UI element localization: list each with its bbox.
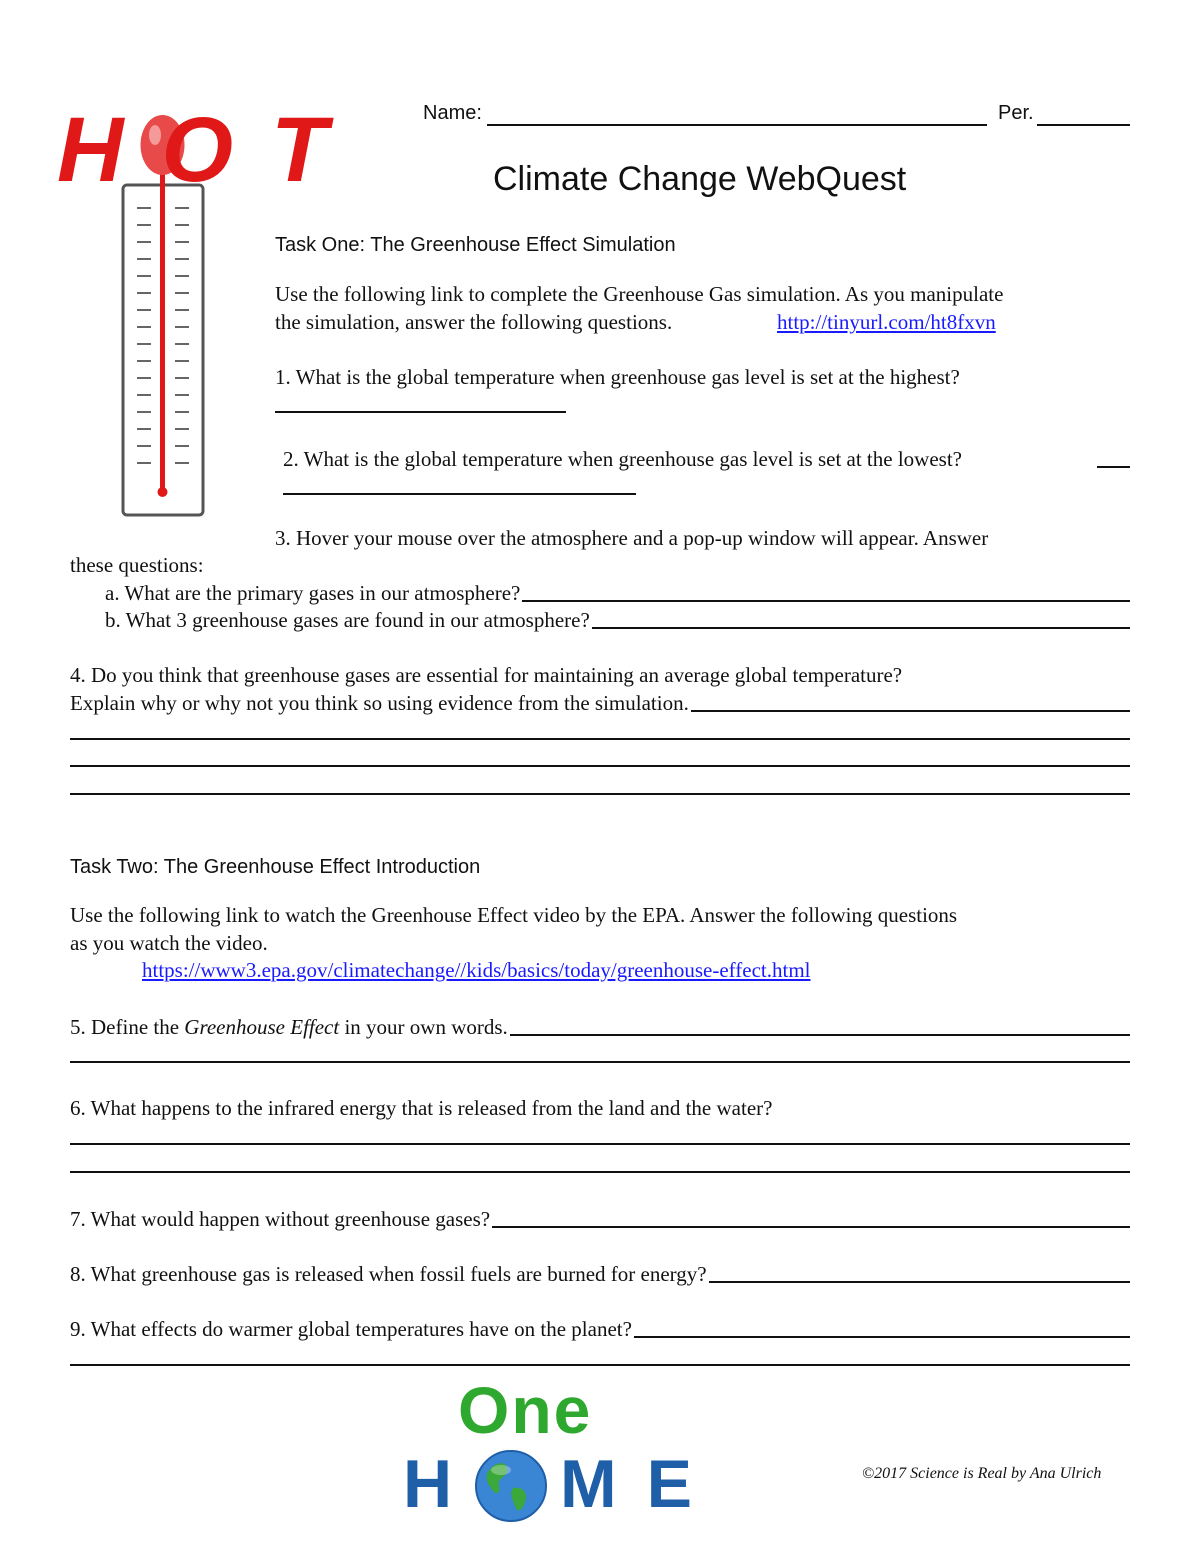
question-8-row (70, 1260, 1130, 1288)
task-one-intro-line2: the simulation, answer the following questions. (275, 310, 673, 334)
question-5 (70, 1013, 508, 1041)
answer-1-line[interactable] (275, 411, 566, 413)
task-two-intro-line2: as you watch the video. (70, 931, 268, 955)
question-3b: b. What 3 greenhouse gases are found in our atmosphere? (105, 608, 590, 632)
question-5-term: Greenhouse Effect (184, 1015, 340, 1039)
question-5-pre: 5. Define the (70, 1015, 185, 1039)
hot-logo-text: HOT (57, 99, 366, 201)
answer-4-line-c[interactable] (70, 765, 1130, 767)
answer-5-line-b[interactable] (70, 1061, 1130, 1063)
answer-2-line-a[interactable] (1097, 466, 1130, 468)
question-6: 6. What happens to the infrared energy that is released from the land and the water? (70, 1096, 773, 1120)
page-title: Climate Change WebQuest (493, 160, 907, 198)
answer-3a-line[interactable] (522, 600, 1130, 602)
one-home-logo-h: H (403, 1446, 453, 1522)
answer-4-line-d[interactable] (70, 793, 1130, 795)
task-one-heading: Task One: The Greenhouse Effect Simulation (275, 234, 676, 256)
question-5-post: in your own words. (339, 1015, 508, 1039)
question-4-line1: 4. Do you think that greenhouse gases are essential for maintaining an average global temperature? (70, 663, 903, 687)
question-3b-row (105, 606, 1130, 634)
answer-8-line[interactable] (709, 1281, 1130, 1283)
copyright: ©2017 Science is Real by Ana Ulrich (862, 1465, 1102, 1482)
answer-4-line-b[interactable] (70, 738, 1130, 740)
question-2: 2. What is the global temperature when greenhouse gas level is set at the lowest? (283, 447, 962, 471)
task-one-intro-line1: Use the following link to complete the Greenhouse Gas simulation. As you manipulate (275, 282, 1004, 306)
question-7: 7. What would happen without greenhouse gases? (70, 1207, 491, 1231)
period-field[interactable] (1037, 124, 1130, 126)
question-3-line2: these questions: (70, 553, 204, 577)
answer-7-line[interactable] (492, 1226, 1130, 1228)
question-7-row (70, 1205, 1130, 1233)
answer-6-line-a[interactable] (70, 1143, 1130, 1145)
question-4-line2: Explain why or why not you think so using evidence from the simulation. (70, 691, 689, 715)
answer-4-line-a[interactable] (691, 710, 1130, 712)
answer-6-line-b[interactable] (70, 1171, 1130, 1173)
name-field[interactable] (487, 124, 987, 126)
question-3a-row (105, 579, 1130, 607)
question-4-row (70, 689, 1130, 717)
answer-3b-line[interactable] (592, 627, 1130, 629)
answer-2-line-b[interactable] (283, 493, 636, 495)
question-8: 8. What greenhouse gas is released when fossil fuels are burned for energy? (70, 1262, 707, 1286)
answer-9-line-b[interactable] (70, 1364, 1130, 1366)
question-3-line1: 3. Hover your mouse over the atmosphere and a pop-up window will appear. Answer (275, 526, 989, 550)
hot-thermometer-logo (55, 99, 366, 520)
answer-9-line-a[interactable] (634, 1336, 1130, 1338)
task-two-intro-line1: Use the following link to watch the Greenhouse Effect video by the EPA. Answer the following questions (70, 903, 958, 927)
question-5-row (70, 1013, 1130, 1041)
question-9-row (70, 1315, 1130, 1343)
period-label: Per. (998, 102, 1034, 124)
one-home-logo-top: One (458, 1373, 593, 1447)
name-label: Name: (423, 102, 482, 124)
globe-icon (473, 1448, 549, 1524)
question-1: 1. What is the global temperature when greenhouse gas level is set at the highest? (275, 365, 960, 389)
task-two-heading: Task Two: The Greenhouse Effect Introduction (70, 856, 481, 878)
epa-video-link[interactable]: https://www3.epa.gov/climatechange//kids/basics/today/greenhouse-effect.html (142, 958, 811, 982)
question-9: 9. What effects do warmer global temperatures have on the planet? (70, 1317, 632, 1341)
question-3a: a. What are the primary gases in our atmosphere? (105, 581, 521, 605)
answer-5-line-a[interactable] (510, 1034, 1130, 1036)
one-home-logo-me: ME (560, 1446, 722, 1522)
simulation-link[interactable]: http://tinyurl.com/ht8fxvn (777, 310, 996, 334)
